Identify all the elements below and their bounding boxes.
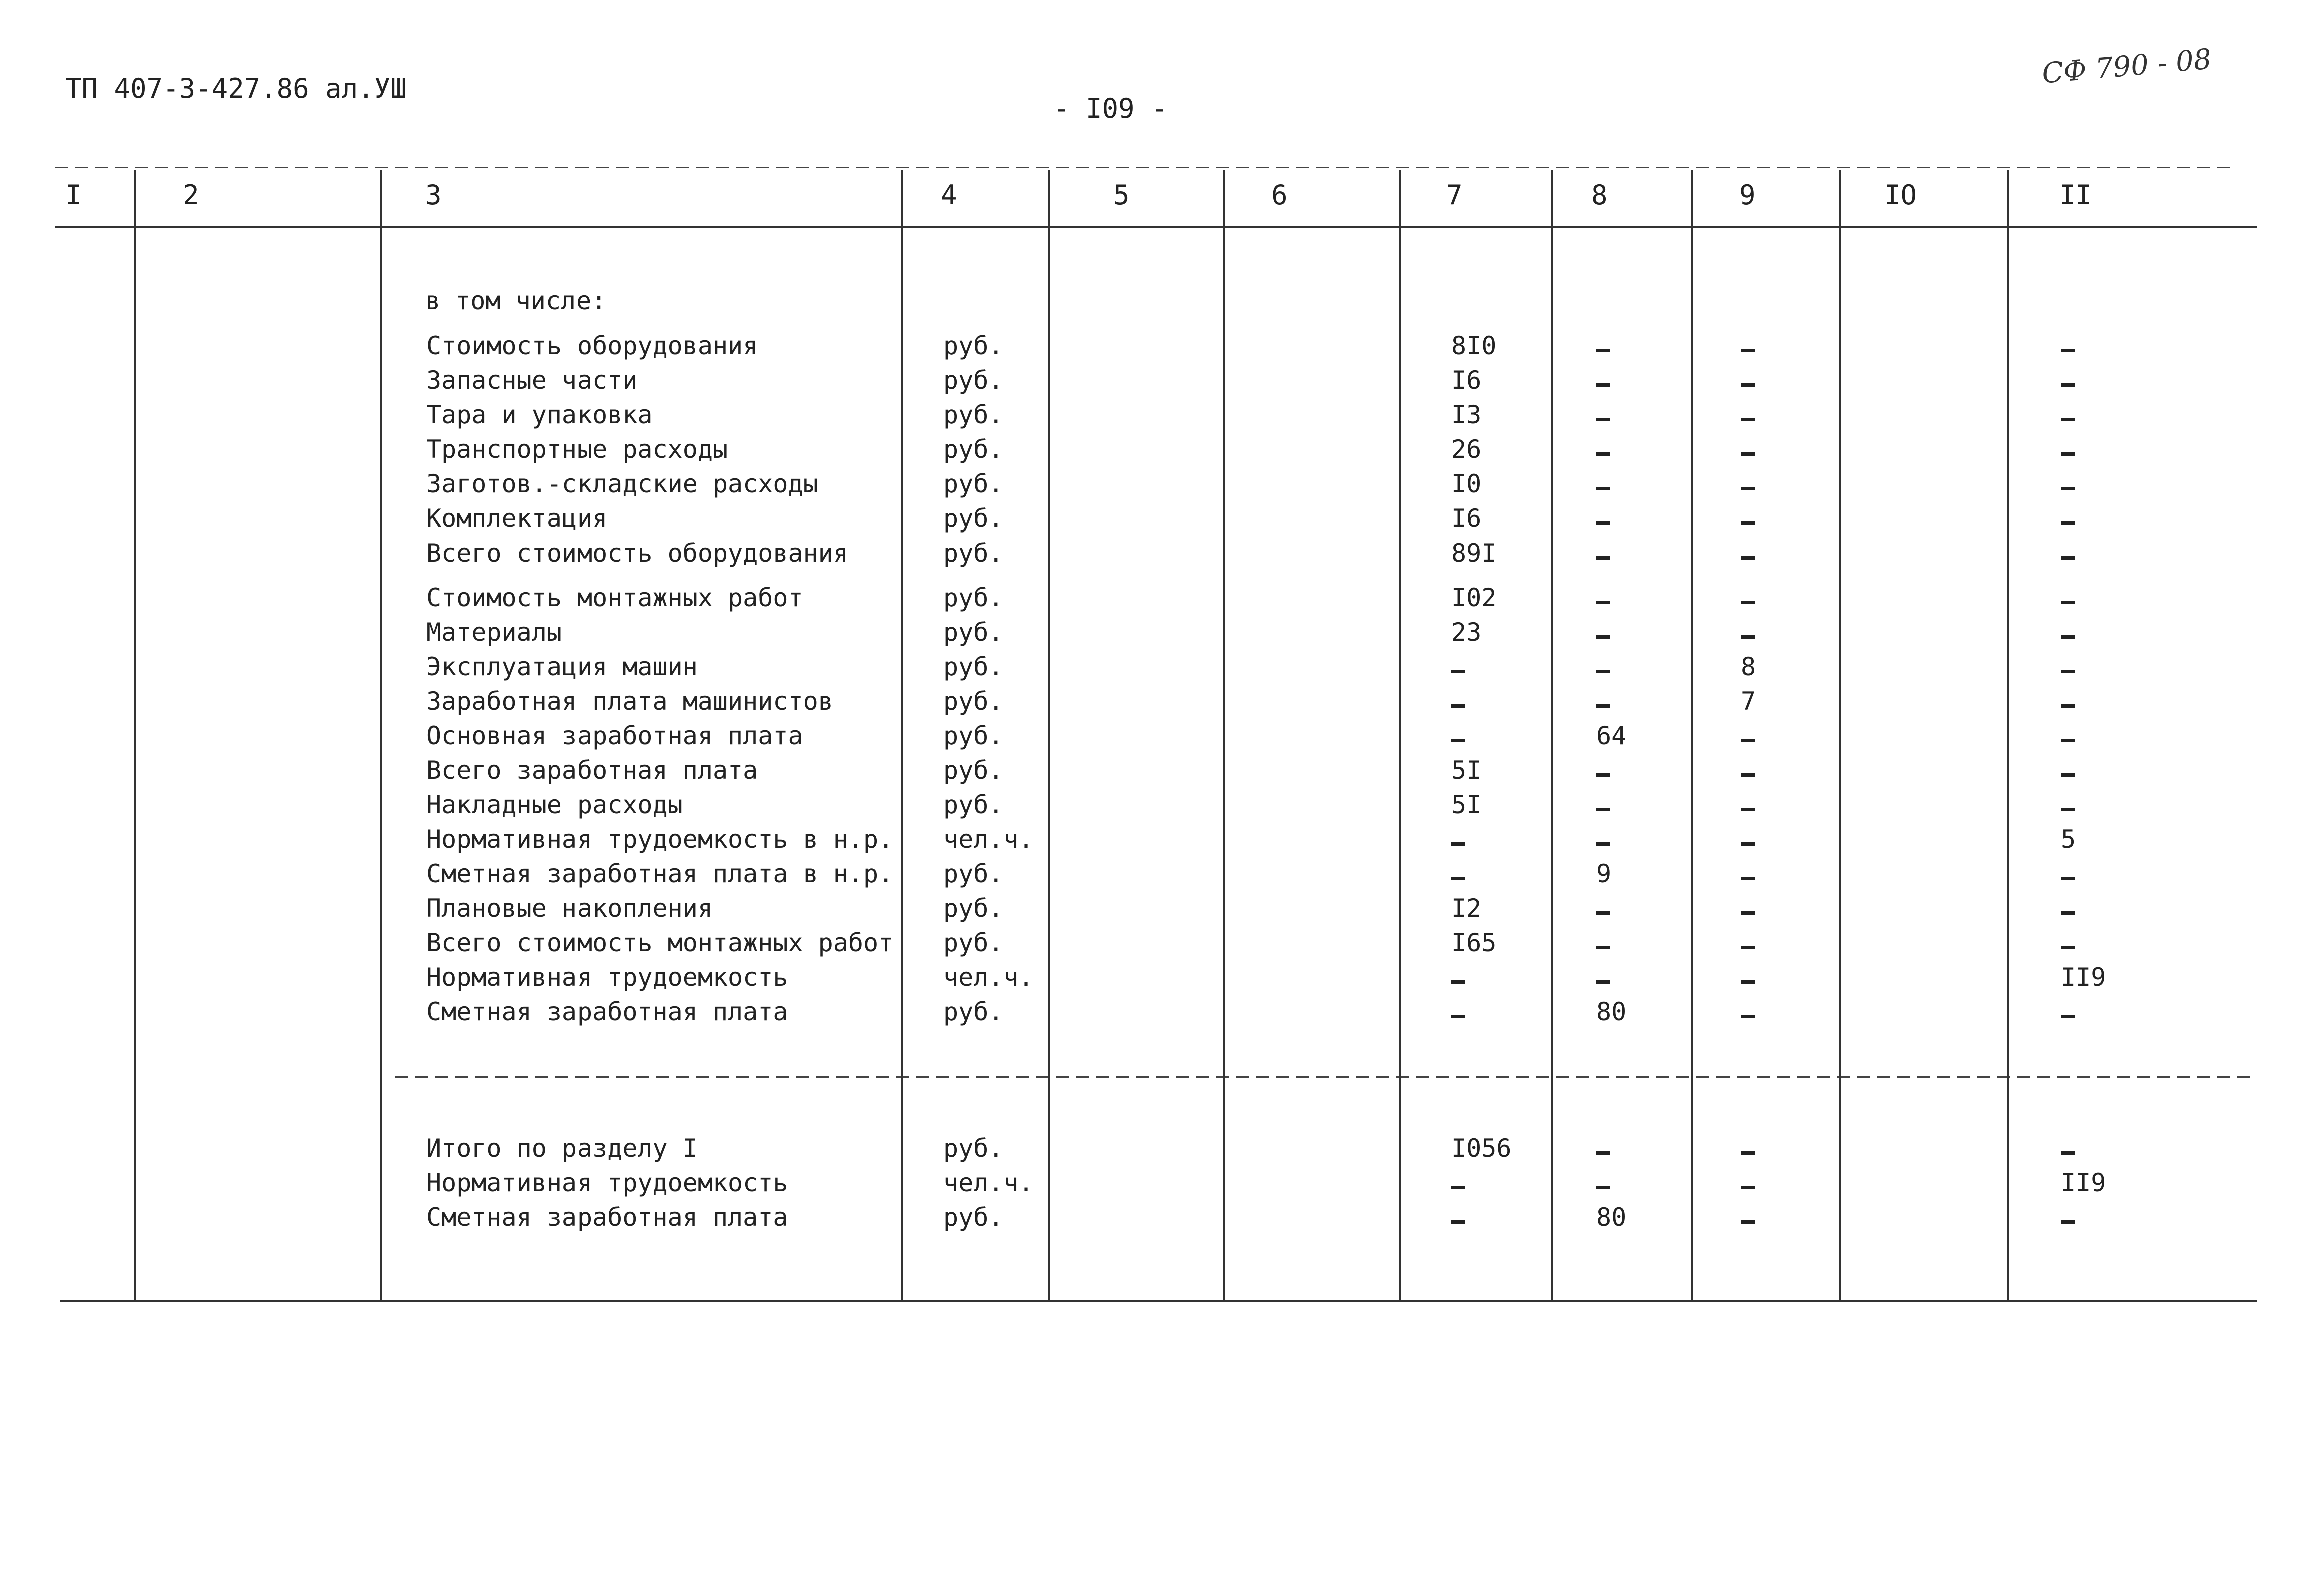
- dash-mark: [2061, 759, 2075, 788]
- cell-col9: 8: [1741, 652, 1756, 681]
- dash-mark: [1596, 452, 1610, 456]
- cell-col7: I056: [1451, 1134, 1512, 1163]
- dash-mark: [1741, 383, 1755, 387]
- dash-mark: [2061, 635, 2075, 639]
- col-divider: [1223, 170, 1225, 1302]
- dash-mark: [2061, 946, 2075, 949]
- dash-mark: [1596, 349, 1610, 352]
- dash-mark: [1741, 349, 1755, 352]
- row-unit: руб.: [943, 721, 1004, 750]
- dash-mark: [1596, 1186, 1610, 1189]
- row-unit: чел.ч.: [943, 963, 1034, 992]
- dash-mark: [1741, 739, 1755, 742]
- col-divider: [1048, 170, 1050, 1302]
- dash-mark: [1741, 487, 1755, 490]
- row-label: Сметная заработная плата: [426, 997, 788, 1026]
- dash-mark: [1741, 897, 1755, 926]
- dash-mark: [1741, 828, 1755, 857]
- dash-mark: [1596, 670, 1610, 673]
- dash-mark: [1596, 759, 1610, 788]
- cell-col7: I0: [1451, 469, 1482, 498]
- column-number: II: [2059, 179, 2092, 211]
- dash-mark: [2061, 690, 2075, 719]
- dash-mark: [2061, 472, 2075, 501]
- cell-col9: 7: [1741, 687, 1756, 716]
- dash-mark: [1741, 793, 1755, 822]
- dash-mark: [2061, 1137, 2075, 1166]
- cell-col11: 5: [2061, 825, 2076, 854]
- col-divider: [380, 170, 382, 1302]
- row-unit: руб.: [943, 400, 1004, 429]
- dash-mark: [2061, 670, 2075, 673]
- dash-mark: [2061, 507, 2075, 536]
- dash-mark: [1451, 1171, 1465, 1200]
- row-unit: руб.: [943, 435, 1004, 464]
- dash-mark: [1596, 403, 1610, 432]
- row-unit: руб.: [943, 583, 1004, 612]
- dash-mark: [1741, 418, 1755, 421]
- dash-mark: [1741, 1137, 1755, 1166]
- dash-mark: [2061, 1220, 2075, 1224]
- dash-mark: [2061, 521, 2075, 525]
- row-unit: руб.: [943, 504, 1004, 533]
- dash-mark: [1741, 724, 1755, 753]
- row-label: Нормативная трудоемкость в н.р.: [426, 825, 894, 854]
- column-number: 3: [425, 179, 442, 211]
- dash-mark: [1451, 690, 1465, 719]
- dash-mark: [2061, 1151, 2075, 1155]
- subtotal-rule: [395, 1076, 2257, 1078]
- dash-mark: [1596, 931, 1610, 960]
- row-unit: руб.: [943, 539, 1004, 568]
- column-number: 2: [183, 179, 199, 211]
- dash-mark: [1741, 1220, 1755, 1224]
- dash-mark: [1596, 1137, 1610, 1166]
- dash-mark: [1741, 403, 1755, 432]
- dash-mark: [1596, 1171, 1610, 1200]
- dash-mark: [1596, 487, 1610, 490]
- row-unit: руб.: [943, 1203, 1004, 1232]
- row-label: Заработная плата машинистов: [426, 687, 833, 716]
- col-divider: [901, 170, 903, 1302]
- cell-col11: II9: [2061, 1168, 2106, 1197]
- dash-mark: [2061, 862, 2075, 891]
- dash-mark: [2061, 1015, 2075, 1018]
- dash-mark: [1596, 828, 1610, 857]
- column-number: 9: [1739, 179, 1756, 211]
- dash-mark: [1451, 1220, 1465, 1224]
- row-unit: руб.: [943, 756, 1004, 785]
- dash-mark: [1596, 690, 1610, 719]
- dash-mark: [2061, 383, 2075, 387]
- dash-mark: [1451, 828, 1465, 857]
- dash-mark: [1596, 621, 1610, 650]
- dash-mark: [1451, 724, 1465, 753]
- dash-mark: [1741, 946, 1755, 949]
- dash-mark: [1451, 1186, 1465, 1189]
- dash-mark: [1596, 946, 1610, 949]
- dash-mark: [1596, 472, 1610, 501]
- row-unit: руб.: [943, 366, 1004, 395]
- row-unit: руб.: [943, 928, 1004, 957]
- cell-col7: 23: [1451, 618, 1482, 647]
- dash-mark: [2061, 349, 2075, 352]
- dash-mark: [1596, 808, 1610, 811]
- dash-mark: [1451, 1000, 1465, 1029]
- column-number: 8: [1591, 179, 1608, 211]
- row-unit: руб.: [943, 618, 1004, 647]
- dash-mark: [1596, 655, 1610, 684]
- row-label: Основная заработная плата: [426, 721, 803, 750]
- dash-mark: [1741, 808, 1755, 811]
- dash-mark: [2061, 897, 2075, 926]
- dash-mark: [1596, 966, 1610, 995]
- column-number: 7: [1446, 179, 1463, 211]
- dash-mark: [1741, 911, 1755, 915]
- dash-mark: [2061, 773, 2075, 777]
- col-divider: [1691, 170, 1693, 1302]
- dash-mark: [1741, 452, 1755, 456]
- cell-col7: I02: [1451, 583, 1497, 612]
- dash-mark: [1741, 521, 1755, 525]
- dash-mark: [2061, 808, 2075, 811]
- cell-col11: II9: [2061, 963, 2106, 992]
- dash-mark: [2061, 556, 2075, 560]
- row-label: Сметная заработная плата: [426, 1203, 788, 1232]
- table-bottom-rule: [60, 1300, 2257, 1302]
- dash-mark: [1741, 542, 1755, 571]
- dash-mark: [2061, 334, 2075, 363]
- dash-mark: [1741, 438, 1755, 467]
- dash-mark: [1596, 334, 1610, 363]
- dash-mark: [2061, 724, 2075, 753]
- dash-mark: [2061, 655, 2075, 684]
- dash-mark: [2061, 1206, 2075, 1235]
- column-number: IO: [1884, 179, 1917, 211]
- dash-mark: [1596, 842, 1610, 846]
- section-intro: в том числе:: [425, 286, 607, 315]
- dash-mark: [2061, 931, 2075, 960]
- row-label: Сметная заработная плата в н.р.: [426, 859, 894, 888]
- dash-mark: [2061, 1000, 2075, 1029]
- row-label: Всего стоимость монтажных работ: [426, 928, 894, 957]
- cell-col7: 26: [1451, 435, 1482, 464]
- row-label: Комплектация: [426, 504, 608, 533]
- dash-mark: [2061, 621, 2075, 650]
- cell-col7: I65: [1451, 928, 1497, 957]
- row-unit: руб.: [943, 687, 1004, 716]
- row-label: Запасные части: [426, 366, 638, 395]
- dash-mark: [1596, 1151, 1610, 1155]
- dash-mark: [1741, 773, 1755, 777]
- dash-mark: [1741, 980, 1755, 984]
- dash-mark: [1741, 1171, 1755, 1200]
- column-number: 6: [1271, 179, 1288, 211]
- cell-col7: I6: [1451, 504, 1482, 533]
- dash-mark: [1741, 842, 1755, 846]
- dash-mark: [1451, 670, 1465, 673]
- row-label: Нормативная трудоемкость: [426, 1168, 788, 1197]
- column-number: 4: [941, 179, 957, 211]
- dash-mark: [2061, 877, 2075, 880]
- row-label: Накладные расходы: [426, 790, 683, 819]
- cell-col8: 64: [1596, 721, 1627, 750]
- dash-mark: [1741, 1000, 1755, 1029]
- header-bottom-rule: [55, 226, 2257, 228]
- column-number: I: [65, 179, 82, 211]
- dash-mark: [1596, 897, 1610, 926]
- dash-mark: [1596, 980, 1610, 984]
- cell-col7: 5I: [1451, 790, 1482, 819]
- row-unit: руб.: [943, 997, 1004, 1026]
- row-unit: руб.: [943, 859, 1004, 888]
- row-unit: руб.: [943, 894, 1004, 923]
- dash-mark: [1741, 1186, 1755, 1189]
- dash-mark: [1741, 877, 1755, 880]
- cell-col7: 5I: [1451, 756, 1482, 785]
- dash-mark: [1741, 334, 1755, 363]
- column-number: 5: [1113, 179, 1130, 211]
- col-divider: [1399, 170, 1401, 1302]
- dash-mark: [2061, 542, 2075, 571]
- dash-mark: [1741, 601, 1755, 604]
- dash-mark: [2061, 704, 2075, 708]
- row-label: Тара и упаковка: [426, 400, 653, 429]
- dash-mark: [1741, 556, 1755, 560]
- dash-mark: [1596, 704, 1610, 708]
- archive-stamp: СФ 790 - 08: [2040, 43, 2213, 90]
- dash-mark: [1451, 877, 1465, 880]
- dash-mark: [1741, 1015, 1755, 1018]
- dash-mark: [1596, 773, 1610, 777]
- cell-col8: 9: [1596, 859, 1612, 888]
- dash-mark: [1596, 601, 1610, 604]
- cell-col8: 80: [1596, 997, 1627, 1026]
- col-divider: [1839, 170, 1841, 1302]
- dash-mark: [2061, 403, 2075, 432]
- row-unit: руб.: [943, 790, 1004, 819]
- row-label: Материалы: [426, 618, 562, 647]
- cell-col7: I3: [1451, 400, 1482, 429]
- dash-mark: [1451, 1015, 1465, 1018]
- cell-col7: I2: [1451, 894, 1482, 923]
- dash-mark: [1596, 438, 1610, 467]
- dash-mark: [1451, 862, 1465, 891]
- dash-mark: [2061, 452, 2075, 456]
- dash-mark: [1741, 635, 1755, 639]
- dash-mark: [1596, 507, 1610, 536]
- dash-mark: [1596, 542, 1610, 571]
- dash-mark: [2061, 601, 2075, 604]
- row-label: Стоимость монтажных работ: [426, 583, 803, 612]
- dash-mark: [2061, 369, 2075, 398]
- dash-mark: [1451, 980, 1465, 984]
- dash-mark: [1596, 418, 1610, 421]
- row-unit: руб.: [943, 1134, 1004, 1163]
- dash-mark: [1741, 369, 1755, 398]
- cell-col8: 80: [1596, 1203, 1627, 1232]
- row-label: Нормативная трудоемкость: [426, 963, 788, 992]
- dash-mark: [1596, 369, 1610, 398]
- dash-mark: [2061, 487, 2075, 490]
- dash-mark: [1596, 793, 1610, 822]
- row-label: Эксплуатация машин: [426, 652, 698, 681]
- dash-mark: [1741, 507, 1755, 536]
- row-label: Заготов.-складские расходы: [426, 469, 818, 498]
- dash-mark: [1741, 966, 1755, 995]
- dash-mark: [1741, 621, 1755, 650]
- row-label: Транспортные расходы: [426, 435, 728, 464]
- table-top-rule: [55, 167, 2237, 168]
- row-unit: руб.: [943, 469, 1004, 498]
- col-divider: [1551, 170, 1553, 1302]
- dash-mark: [1741, 931, 1755, 960]
- dash-mark: [1451, 655, 1465, 684]
- col-divider: [134, 170, 136, 1302]
- row-label: Плановые накопления: [426, 894, 713, 923]
- dash-mark: [1741, 586, 1755, 615]
- row-unit: руб.: [943, 331, 1004, 360]
- dash-mark: [1451, 842, 1465, 846]
- row-unit: чел.ч.: [943, 825, 1034, 854]
- row-label: Стоимость оборудования: [426, 331, 758, 360]
- dash-mark: [1596, 586, 1610, 615]
- dash-mark: [2061, 793, 2075, 822]
- row-label: Всего заработная плата: [426, 756, 758, 785]
- row-unit: руб.: [943, 652, 1004, 681]
- dash-mark: [1596, 556, 1610, 560]
- cell-col7: 89I: [1451, 539, 1497, 568]
- cell-col7: I6: [1451, 366, 1482, 395]
- row-unit: чел.ч.: [943, 1168, 1034, 1197]
- dash-mark: [1741, 759, 1755, 788]
- dash-mark: [2061, 739, 2075, 742]
- dash-mark: [1451, 739, 1465, 742]
- page-number: - I09 -: [1053, 93, 1168, 124]
- dash-mark: [1596, 383, 1610, 387]
- dash-mark: [2061, 911, 2075, 915]
- row-label: Итого по разделу I: [426, 1134, 698, 1163]
- dash-mark: [1596, 635, 1610, 639]
- dash-mark: [1451, 966, 1465, 995]
- dash-mark: [1596, 521, 1610, 525]
- dash-mark: [2061, 438, 2075, 467]
- document-code: ТП 407-3-427.86 ал.УШ: [65, 73, 407, 104]
- dash-mark: [1741, 1151, 1755, 1155]
- col-divider: [2007, 170, 2009, 1302]
- dash-mark: [1451, 1206, 1465, 1235]
- row-label: Всего стоимость оборудования: [426, 539, 848, 568]
- dash-mark: [2061, 586, 2075, 615]
- dash-mark: [1741, 1206, 1755, 1235]
- dash-mark: [1741, 862, 1755, 891]
- dash-mark: [2061, 418, 2075, 421]
- cell-col7: 8I0: [1451, 331, 1497, 360]
- dash-mark: [1451, 704, 1465, 708]
- dash-mark: [1596, 911, 1610, 915]
- dash-mark: [1741, 472, 1755, 501]
